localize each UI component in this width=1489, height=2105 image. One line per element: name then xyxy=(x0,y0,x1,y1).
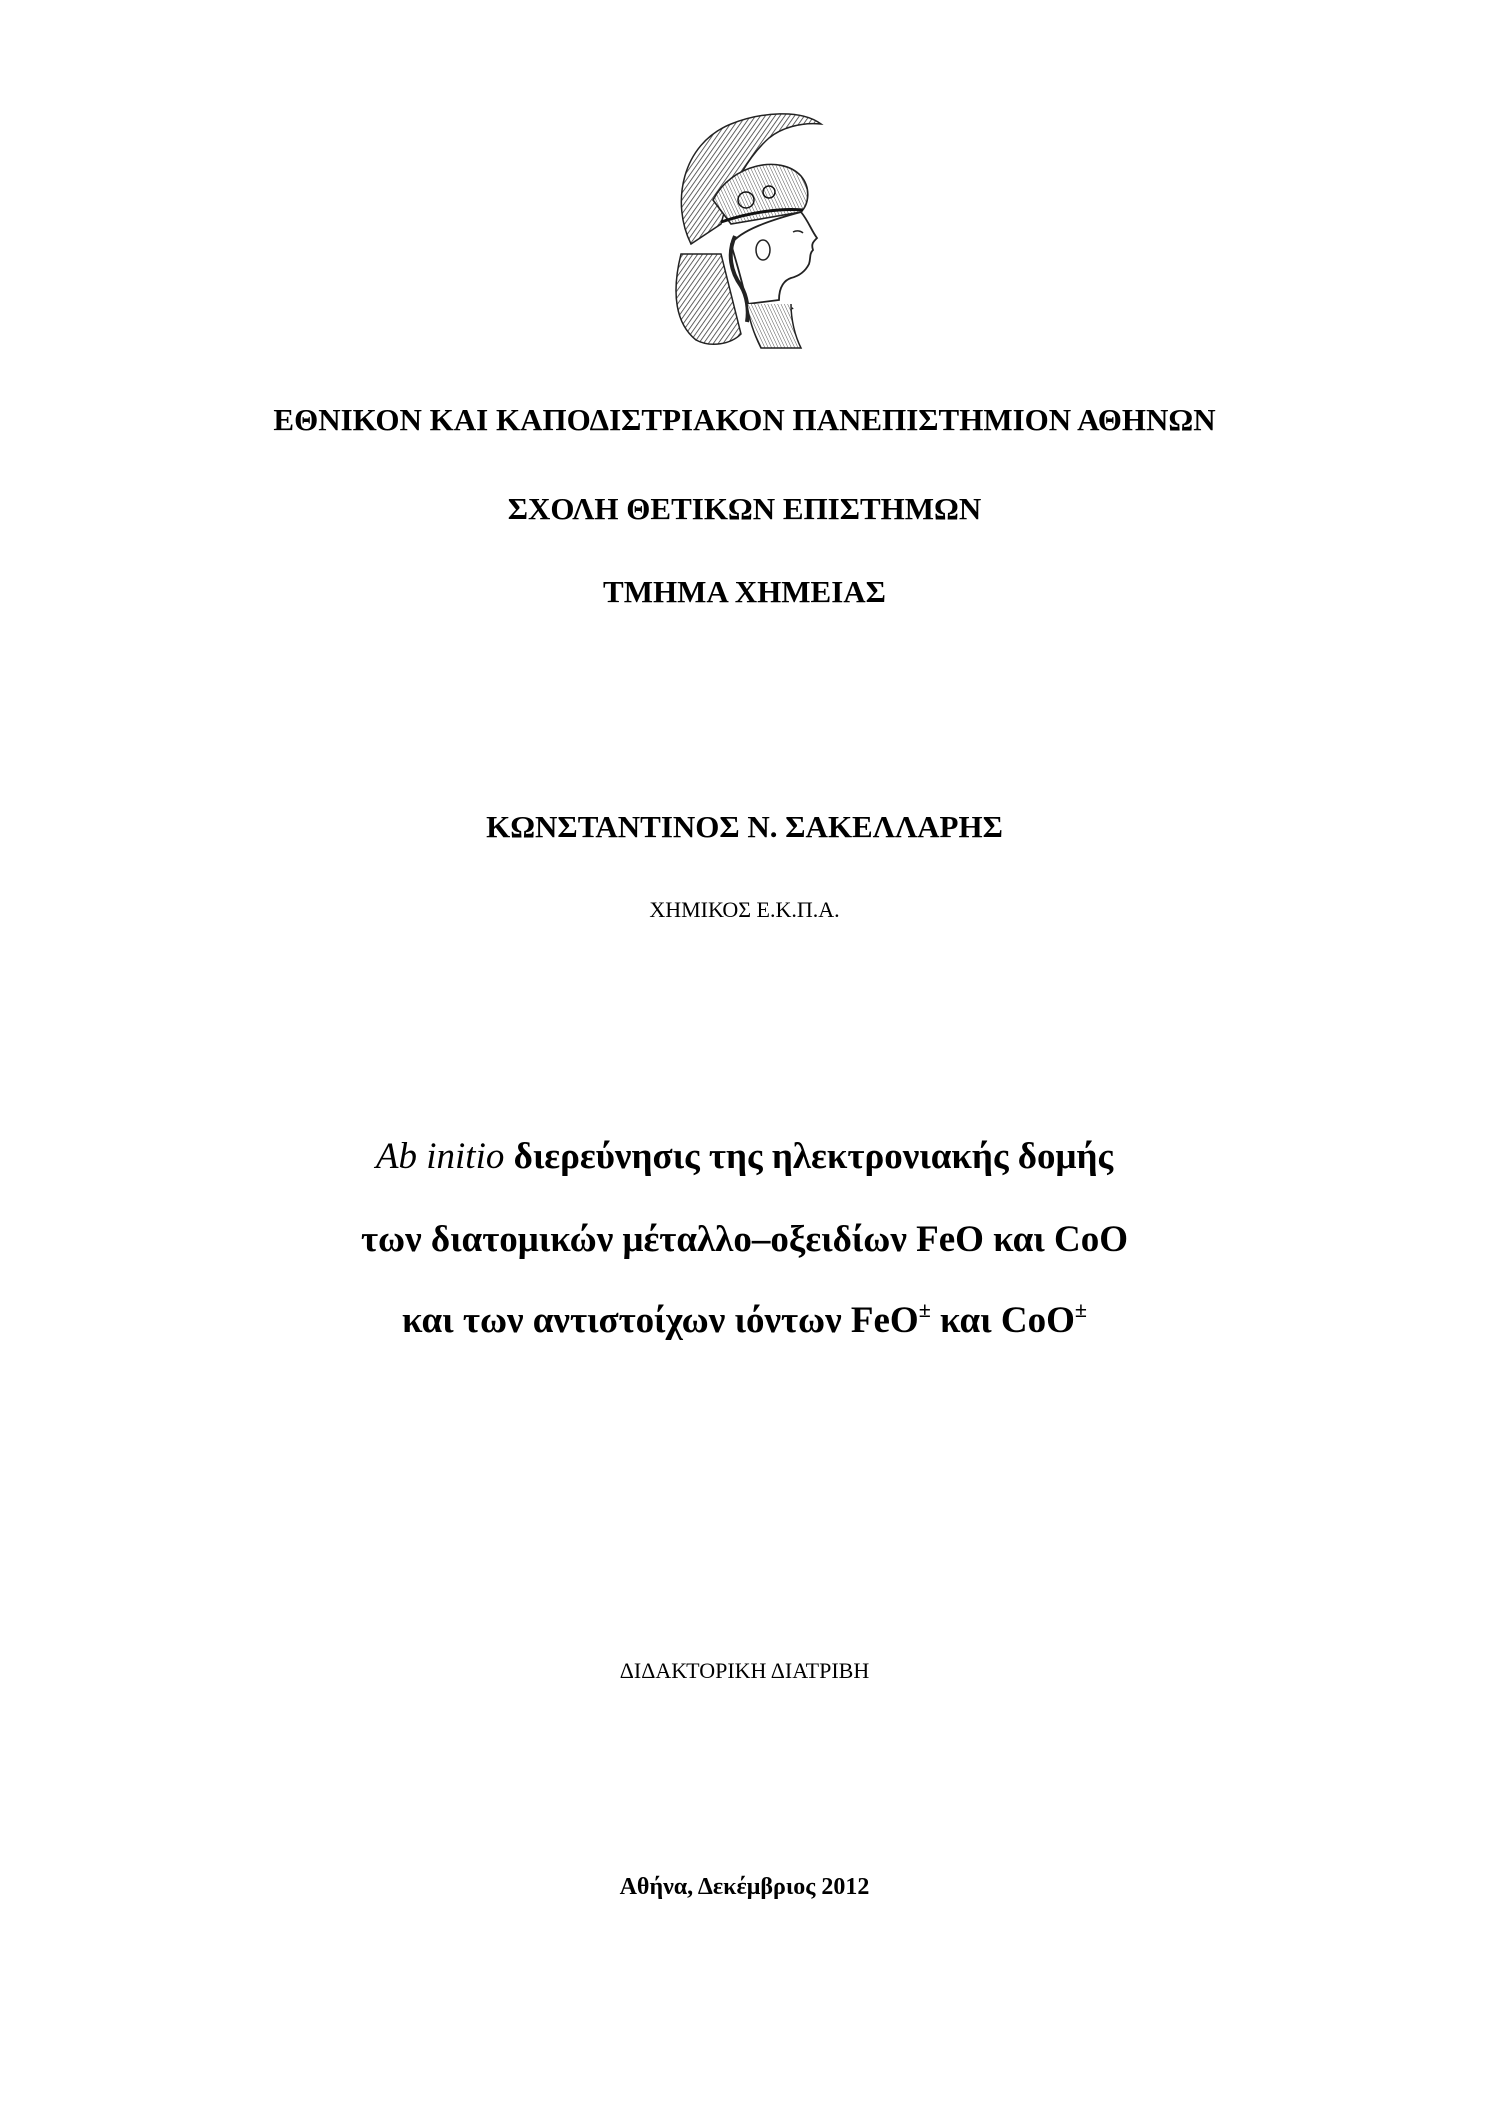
department-name: ΤΜΗΜΑ ΧΗΜΕΙΑΣ xyxy=(603,574,886,609)
thesis-title-italic: Ab initio xyxy=(375,1136,505,1177)
author-name: ΚΩΝΣΤΑΝΤΙΝΟΣ Ν. ΣΑΚΕΛΛΑΡΗΣ xyxy=(486,809,1003,844)
place-and-date: Αθήνα, Δεκέμβριος 2012 xyxy=(619,1874,870,1900)
thesis-title-line-3-part-2: και CoO xyxy=(930,1300,1075,1341)
thesis-title-superscript-2: ± xyxy=(1074,1297,1087,1322)
thesis-title-line-3-part-1: και των αντιστοίχων ιόντων FeO xyxy=(402,1300,919,1341)
thesis-title-line-1-text: διερεύνησις της ηλεκτρονιακής δομής xyxy=(504,1136,1114,1177)
document-type: ΔΙΔΑΚΤΟΡΙΚΗ ΔΙΑΤΡΙΒΗ xyxy=(619,1658,870,1683)
author-profession: ΧΗΜΙΚΟΣ Ε.Κ.Π.Α. xyxy=(649,897,840,922)
athena-helmeted-head-logo xyxy=(651,104,833,350)
thesis-title-line-3 xyxy=(0,1297,1489,1341)
university-name: ΕΘΝΙΚΟΝ ΚΑΙ ΚΑΠΟΔΙΣΤΡΙΑΚΟΝ ΠΑΝΕΠΙΣΤΗΜΙΟΝ ΑΘΗΝΩΝ xyxy=(273,402,1216,437)
thesis-title-line-2: των διατομικών μέταλλο–οξειδίων FeO και CoO xyxy=(360,1219,1129,1260)
thesis-title-superscript-1: ± xyxy=(918,1297,931,1322)
thesis-title-line-1 xyxy=(0,1138,1489,1175)
school-name: ΣΧΟΛΗ ΘΕΤΙΚΩΝ ΕΠΙΣΤΗΜΩΝ xyxy=(507,491,982,526)
